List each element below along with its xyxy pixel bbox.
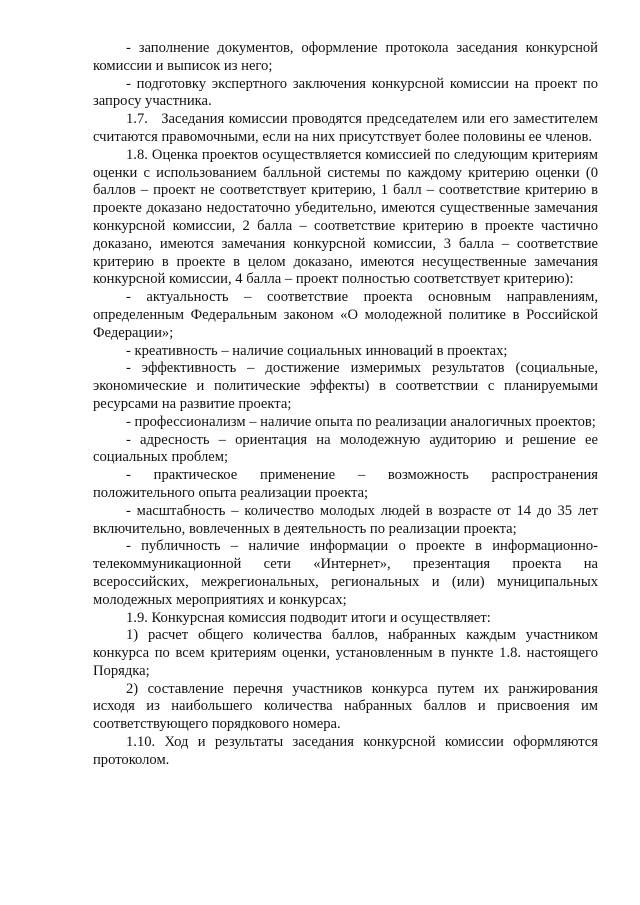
criterion-professionalism: - профессионализм – наличие опыта по реализации аналогичных проектов; — [126, 413, 596, 430]
criterion-practical-application: - практическое применение – возможность распространения положительного опыта реализации проекта; — [93, 467, 598, 501]
paragraph-1-8: 1.8. Оценка проектов осуществляется комиссией по следующим критериям оценки с использованием балльной системы по каждому критерию оценки (0 баллов – проект не соответствует критерию, 1 балл – соответствие критерию в проекте доказано недостаточно убедительно, имеются существенные замечания конкурсной комиссии, 2 балла – соответствие критерию в проекте частично доказано, имеются замечания конкурсной комиссии, 3 балла – соответствие критерию в проекте в целом доказано, имеются несущественные замечания конкурсной комиссии, 4 балла – проект полностью соответствует критерию): — [93, 146, 598, 288]
criterion-efficiency: - эффективность – достижение измеримых результатов (социальные, экономические и политические эффекты) в соответствии с планируемыми ресурсами на развитие проекта; — [93, 360, 598, 412]
document-body — [93, 40, 598, 770]
paragraph-documents: - заполнение документов, оформление протокола заседания конкурсной комиссии и выписок из него; — [93, 40, 598, 74]
paragraph-1-9: 1.9. Конкурсная комиссия подводит итоги и осуществляет: — [126, 609, 491, 626]
criterion-scale: - масштабность – количество молодых людей в возрасте от 14 до 35 лет включительно, вовлеченных в деятельность по реализации проекта; — [93, 502, 598, 537]
paragraph-1-9-item-2: 2) составление перечня участников конкурса путем их ранжирования исходя из наибольшего количества набранных баллов и присвоения им соответствующего порядкового номера. — [93, 680, 598, 733]
paragraph-expert-conclusion: - подготовку экспертного заключения конкурсной комиссии на проект по запросу участника. — [93, 75, 598, 110]
paragraph-1-9-item-1: 1) расчет общего количества баллов, набранных каждым участником конкурса по всем критериям оценки, установленным в пункте 1.8. настоящего Порядка; — [93, 627, 598, 679]
criterion-targeting: - адресность – ориентация на молодежную аудиторию и решение ее социальных проблем; — [93, 431, 598, 466]
criterion-relevance: - актуальность – соответствие проекта основным направлениям, определенным Федеральным законом «О молодежной политике в Российской Федерации»; — [93, 289, 598, 341]
paragraph-1-7: 1.7. Заседания комиссии проводятся председателем или его заместителем считаются правомочными, если на них присутствует более половины ее членов. — [93, 111, 598, 145]
criterion-publicity: - публичность – наличие информации о проекте в информационно-телекоммуникационной сети «Интернет», презентация проекта на всероссийских, межрегиональных, региональных и (или) муниципальных молодежных мероприятиях и конкурсах; — [93, 538, 598, 608]
paragraph-1-10: 1.10. Ход и результаты заседания конкурсной комиссии оформляются протоколом. — [93, 734, 598, 768]
criterion-creativity: - креативность – наличие социальных инноваций в проектах; — [126, 342, 508, 359]
